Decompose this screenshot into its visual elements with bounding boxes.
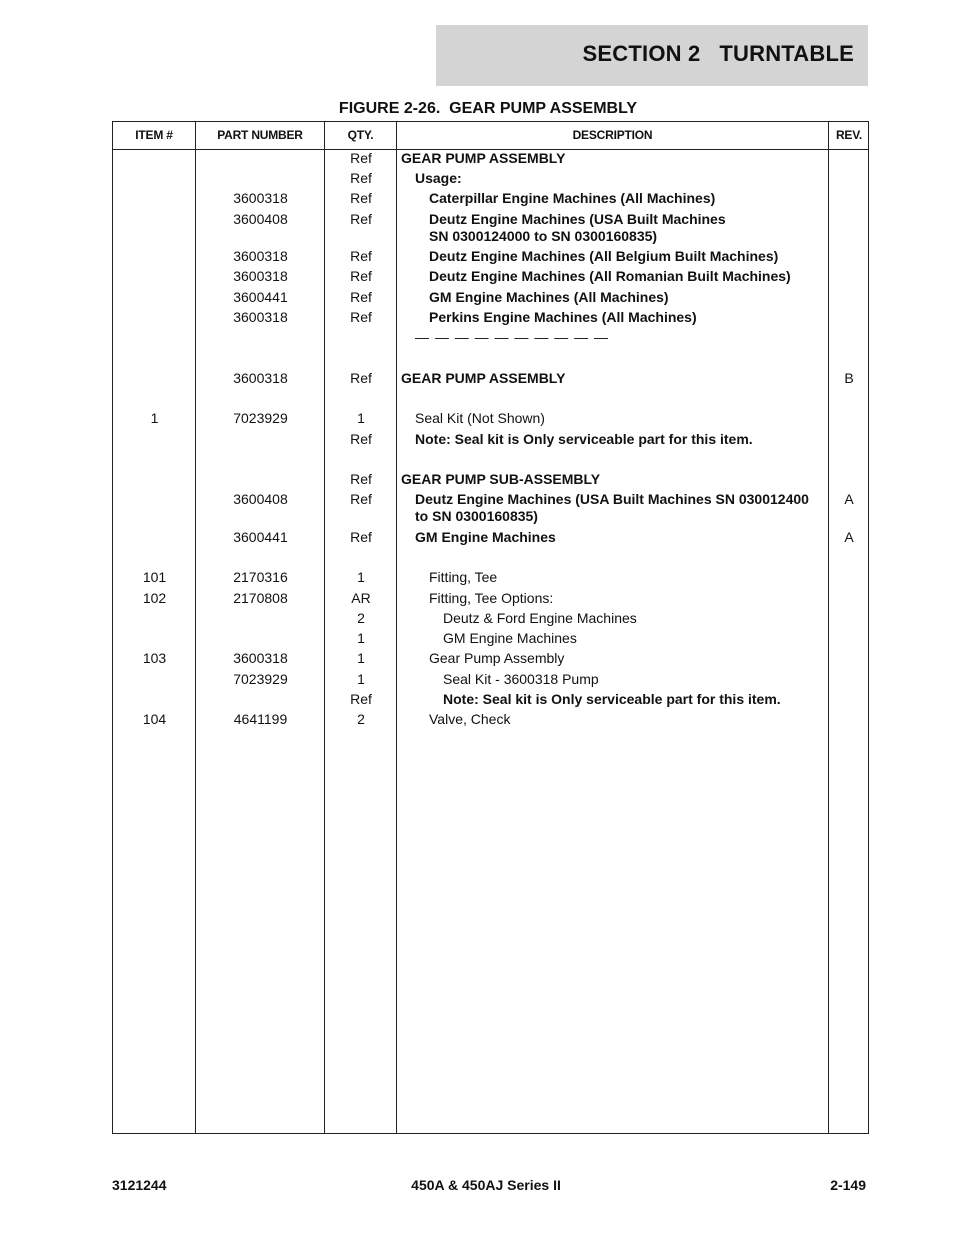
item-number: 104 [142, 711, 167, 727]
description: — — — — — — — — — — [415, 329, 610, 345]
revision: A [844, 491, 854, 507]
description: Deutz Engine Machines (All Belgium Built Machines) [429, 248, 779, 264]
description: Usage: [415, 170, 462, 186]
figure-title: FIGURE 2-26. GEAR PUMP ASSEMBLY [338, 100, 638, 117]
description: Seal Kit (Not Shown) [415, 410, 545, 426]
quantity: 1 [357, 650, 365, 666]
quantity: Ref [350, 471, 372, 487]
description: GEAR PUMP SUB-ASSEMBLY [401, 471, 601, 487]
part-number: 3600408 [233, 211, 288, 227]
footer-page-number: 2-149 [830, 1177, 866, 1193]
description: Fitting, Tee Options: [429, 590, 554, 606]
quantity: Ref [350, 268, 372, 284]
description: Valve, Check [429, 711, 511, 727]
description: Caterpillar Engine Machines (All Machines) [429, 190, 716, 206]
description: Note: Seal kit is Only serviceable part for this item. [415, 431, 753, 447]
quantity: Ref [350, 190, 372, 206]
quantity: 1 [357, 671, 365, 687]
quantity: 1 [357, 410, 365, 426]
quantity: 1 [357, 630, 365, 646]
quantity: Ref [350, 289, 372, 305]
description: Perkins Engine Machines (All Machines) [429, 309, 697, 325]
footer-doc-number: 3121244 [112, 1177, 167, 1193]
description: Deutz Engine Machines (USA Built Machines SN 030012400 to SN 0300160835) [415, 491, 809, 524]
description: Deutz & Ford Engine Machines [443, 610, 637, 626]
section-banner [436, 25, 868, 86]
part-number: 7023929 [233, 410, 288, 426]
part-number: 3600441 [233, 529, 288, 545]
description: GEAR PUMP ASSEMBLY [401, 150, 566, 166]
quantity: 1 [357, 569, 365, 585]
part-number: 2170808 [233, 590, 288, 606]
quantity: Ref [350, 170, 372, 186]
description: GM Engine Machines [443, 630, 577, 646]
quantity: 2 [357, 711, 365, 727]
part-number: 4641199 [233, 711, 288, 727]
quantity: Ref [350, 150, 372, 166]
item-number: 102 [142, 590, 167, 606]
part-number: 3600318 [233, 650, 288, 666]
description: GM Engine Machines (All Machines) [429, 289, 669, 305]
part-number: 3600318 [233, 248, 288, 264]
part-number: 3600318 [233, 190, 288, 206]
description: Gear Pump Assembly [429, 650, 565, 666]
item-number: 1 [150, 410, 159, 426]
quantity: Ref [350, 529, 372, 545]
quantity: Ref [350, 309, 372, 325]
part-number: 2170316 [233, 569, 288, 585]
quantity: 2 [357, 610, 365, 626]
description: GM Engine Machines [415, 529, 556, 545]
quantity: Ref [350, 211, 372, 227]
part-number: 3600318 [233, 370, 288, 386]
quantity: AR [351, 590, 371, 606]
part-number: 3600441 [233, 289, 288, 305]
description: Deutz Engine Machines (All Romanian Built Machines) [429, 268, 791, 284]
part-number: 3600318 [233, 268, 288, 284]
quantity: Ref [350, 248, 372, 264]
description: Fitting, Tee [429, 569, 498, 585]
section-title: SECTION 2 TURNTABLE [582, 41, 854, 66]
quantity: Ref [350, 370, 372, 386]
description: GEAR PUMP ASSEMBLY [401, 370, 566, 386]
column-header-rev: REV. [835, 128, 863, 142]
column-header-description: DESCRIPTION [572, 128, 653, 142]
footer-model: 450A & 450AJ Series II [411, 1177, 561, 1193]
item-number: 101 [142, 569, 167, 585]
description: Note: Seal kit is Only serviceable part for this item. [443, 691, 781, 707]
revision: A [844, 529, 854, 545]
description: Deutz Engine Machines (USA Built Machines SN 0300124000 to SN 0300160835) [429, 211, 726, 244]
part-number: 3600318 [233, 309, 288, 325]
revision: B [844, 370, 854, 386]
part-number: 3600408 [233, 491, 288, 507]
column-header-part-number: PART NUMBER [217, 128, 303, 142]
quantity: Ref [350, 491, 372, 507]
description: Seal Kit - 3600318 Pump [443, 671, 599, 687]
column-header-qty: QTY. [347, 128, 374, 142]
item-number: 103 [142, 650, 167, 666]
parts-table [112, 121, 869, 1134]
quantity: Ref [350, 691, 372, 707]
part-number: 7023929 [233, 671, 288, 687]
quantity: Ref [350, 431, 372, 447]
column-header-item: ITEM # [135, 128, 173, 142]
